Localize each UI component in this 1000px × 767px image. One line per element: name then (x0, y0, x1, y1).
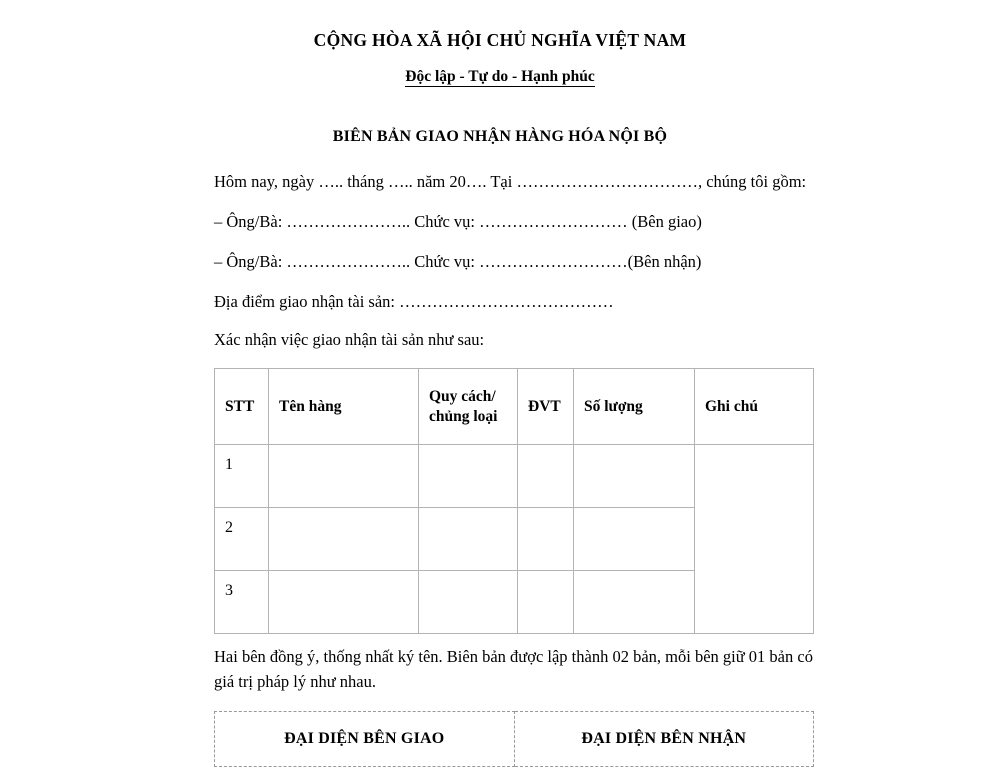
goods-table-container (214, 368, 813, 634)
signature-block-giver[interactable]: ĐẠI DIỆN BÊN GIAO (215, 711, 515, 766)
cell-note-merged[interactable] (695, 445, 814, 634)
cell-unit[interactable] (518, 445, 574, 508)
opening-paragraph: Hôm nay, ngày ….. tháng ….. năm 20…. Tại ……………………………, chúng tôi gồm: (214, 172, 807, 191)
document-body (214, 169, 814, 352)
cell-quantity[interactable] (574, 571, 695, 634)
cell-stt: 3 (215, 571, 269, 634)
column-header-note: Ghi chú (695, 369, 814, 445)
signature-row (215, 711, 814, 766)
national-motto-text: Độc lập - Tự do - Hạnh phúc (405, 68, 595, 85)
cell-stt: 2 (215, 508, 269, 571)
national-heading: CỘNG HÒA XÃ HỘI CHỦ NGHĨA VIỆT NAM (313, 30, 687, 50)
cell-spec[interactable] (419, 445, 518, 508)
column-header-name: Tên hàng (269, 369, 419, 445)
cell-spec[interactable] (419, 508, 518, 571)
cell-quantity[interactable] (574, 508, 695, 571)
document-page (0, 30, 1000, 747)
goods-table (214, 368, 814, 634)
cell-spec[interactable] (419, 571, 518, 634)
signature-container (214, 711, 813, 767)
cell-name[interactable] (269, 508, 419, 571)
goods-table-header-row (215, 369, 814, 445)
column-header-quantity: Số lượng (574, 369, 695, 445)
confirmation-line: Xác nhận việc giao nhận tài sản như sau: (214, 330, 485, 350)
cell-unit[interactable] (518, 508, 574, 571)
party-giver-line: – Ông/Bà: ………………….. Chức vụ: ……………………… (Bên giao) (214, 212, 702, 232)
signature-block-receiver[interactable]: ĐẠI DIỆN BÊN NHẬN (514, 711, 814, 766)
closing-paragraph: Hai bên đồng ý, thống nhất ký tên. Biên bản được lập thành 02 bản, mỗi bên giữ 01 bản có giá trị pháp lý như nhau. (214, 647, 813, 692)
cell-name[interactable] (269, 445, 419, 508)
signature-table (214, 711, 814, 767)
cell-name[interactable] (269, 571, 419, 634)
table-row (215, 445, 814, 508)
handover-location-line: Địa điểm giao nhận tài sản: ………………………………… (214, 292, 614, 312)
column-header-stt: STT (215, 369, 269, 445)
cell-quantity[interactable] (574, 445, 695, 508)
document-title: BIÊN BẢN GIAO NHẬN HÀNG HÓA NỘI BỘ (332, 128, 668, 145)
national-motto (0, 68, 1000, 86)
cell-stt: 1 (215, 445, 269, 508)
column-header-unit: ĐVT (518, 369, 574, 445)
party-receiver-line: – Ông/Bà: ………………….. Chức vụ: ………………………(Bên nhận) (214, 252, 702, 272)
column-header-spec: Quy cách/ chủng loại (419, 369, 518, 445)
cell-unit[interactable] (518, 571, 574, 634)
